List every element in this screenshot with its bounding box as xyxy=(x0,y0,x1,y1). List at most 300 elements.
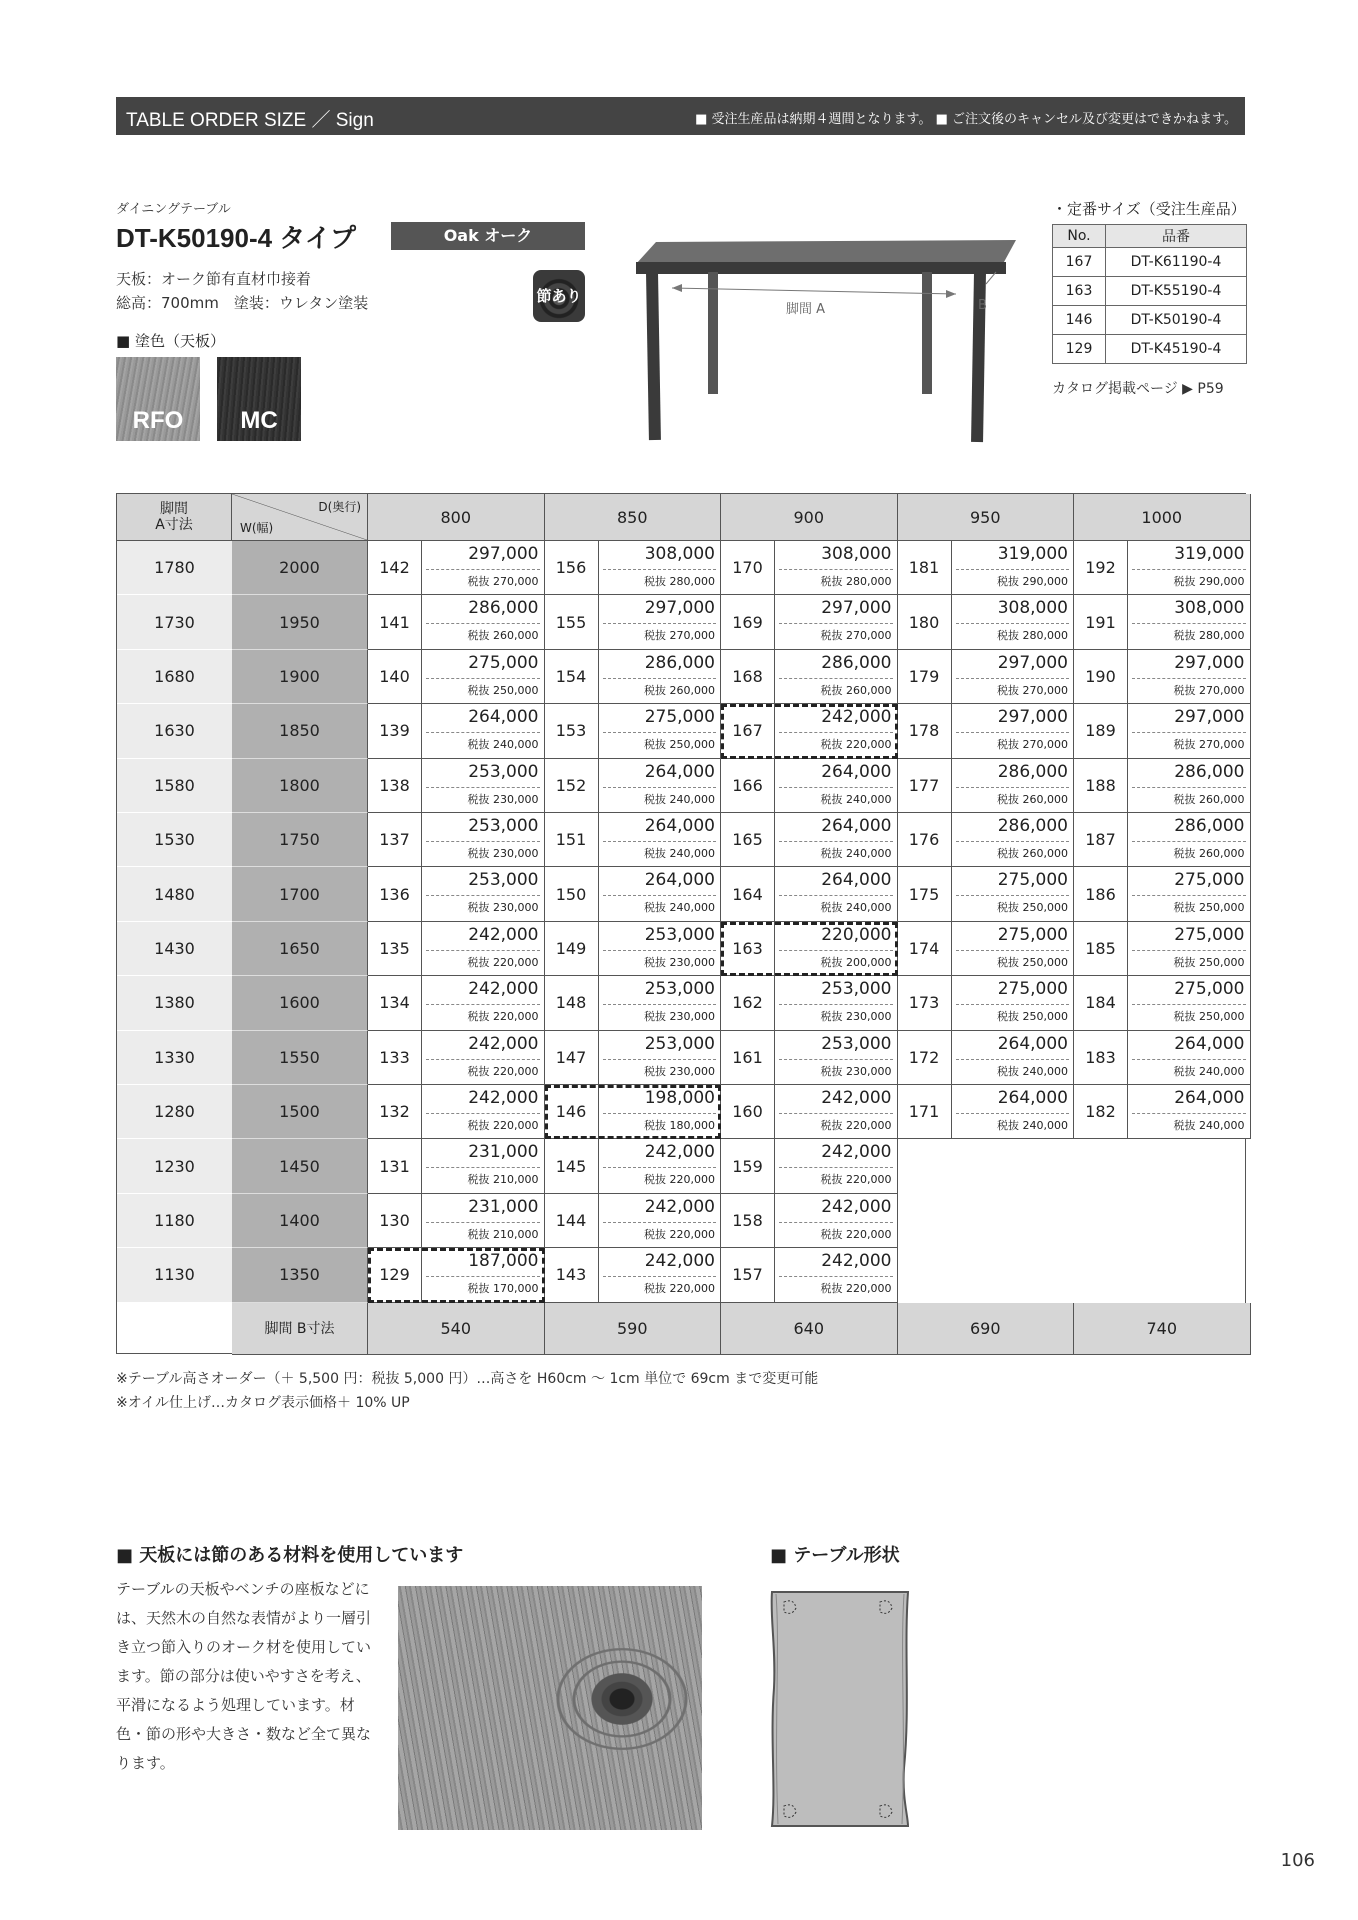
price-incl-tax: 308,000 xyxy=(644,544,715,564)
w-dimension-cell: 2000 xyxy=(232,541,368,595)
corner-d-label: D(奥行) xyxy=(318,500,361,514)
price-divider xyxy=(426,678,540,679)
item-number-cell: 135 xyxy=(368,922,422,976)
table-illustration xyxy=(630,232,1030,447)
price-incl-tax: 275,000 xyxy=(997,924,1068,945)
item-number-cell: 130 xyxy=(368,1194,422,1248)
item-number-cell: 168 xyxy=(721,650,775,704)
price-divider xyxy=(426,787,540,788)
a-dimension-cell: 1180 xyxy=(117,1194,232,1248)
a-dimension-cell: 1430 xyxy=(117,922,232,976)
item-number-cell: 185 xyxy=(1074,922,1128,976)
price-cell xyxy=(599,1031,722,1085)
price-incl-tax: 308,000 xyxy=(1174,598,1245,619)
a-dimension-cell: 1530 xyxy=(117,813,232,867)
price-cell xyxy=(599,813,722,867)
price-cell xyxy=(422,759,545,813)
w-dimension-cell: 1600 xyxy=(232,976,368,1030)
price-excl-tax: 税抜 210,000 xyxy=(467,1173,539,1187)
price-divider xyxy=(779,623,893,624)
price-excl-tax: 税抜 220,000 xyxy=(644,1227,715,1241)
price-divider xyxy=(1132,732,1246,733)
price-divider xyxy=(956,895,1070,896)
price-excl-tax: 税抜 280,000 xyxy=(820,575,892,588)
price-incl-tax: 264,000 xyxy=(644,816,715,836)
price-incl-tax: 242,000 xyxy=(468,924,539,945)
price-cell xyxy=(952,704,1075,758)
price-excl-tax: 税抜 250,000 xyxy=(1173,901,1245,915)
price-cell xyxy=(1128,704,1251,758)
w-dimension-cell: 1450 xyxy=(232,1139,368,1193)
price-cell xyxy=(775,922,898,976)
item-number-cell: 169 xyxy=(721,595,775,649)
a-dimension-cell: 1630 xyxy=(117,704,232,758)
item-number-cell: 180 xyxy=(898,595,952,649)
price-cell xyxy=(775,1139,898,1193)
price-cell xyxy=(775,704,898,758)
corner-a-label: 脚間 A寸法 xyxy=(117,494,232,541)
price-divider xyxy=(426,732,540,733)
item-number-cell: 141 xyxy=(368,595,422,649)
diagram-label-a: 脚間 A xyxy=(786,298,825,317)
price-divider xyxy=(779,950,893,951)
price-incl-tax: 286,000 xyxy=(997,816,1068,836)
corner-w-label: W(幅) xyxy=(240,521,274,535)
price-divider xyxy=(426,1113,540,1114)
price-incl-tax: 264,000 xyxy=(821,870,892,891)
item-number-cell: 155 xyxy=(545,595,599,649)
price-incl-tax: 264,000 xyxy=(644,870,715,891)
item-number-cell: 186 xyxy=(1074,867,1128,921)
depth-header-900: 900 xyxy=(721,494,898,541)
price-incl-tax: 286,000 xyxy=(821,652,892,673)
item-number-cell: 129 xyxy=(368,1248,422,1302)
price-excl-tax: 税抜 250,000 xyxy=(997,1010,1068,1024)
b-dimension-label: 脚間 B寸法 xyxy=(232,1303,368,1355)
price-incl-tax: 286,000 xyxy=(1174,761,1245,782)
price-excl-tax: 税抜 280,000 xyxy=(1173,629,1245,643)
b-dimension-value: 640 xyxy=(721,1303,898,1355)
item-number-cell: 140 xyxy=(368,650,422,704)
a-dimension-cell: 1380 xyxy=(117,976,232,1030)
price-cell xyxy=(775,867,898,921)
standard-heading: ・定番サイズ（受注生産品） xyxy=(1052,200,1246,218)
price-divider xyxy=(779,1276,893,1277)
price-divider xyxy=(603,1004,717,1005)
a-dimension-cell: 1780 xyxy=(117,541,232,595)
price-incl-tax: 297,000 xyxy=(821,598,892,619)
price-incl-tax: 286,000 xyxy=(468,598,539,619)
price-divider xyxy=(426,841,540,842)
price-excl-tax: 税抜 250,000 xyxy=(644,738,715,752)
footnote-height: ※テーブル高さオーダー（＋ 5,500 円：税抜 5,000 円）…高さを H60cm ～ 1cm 単位で 69cm まで変更可能 xyxy=(116,1371,819,1387)
price-excl-tax: 税抜 260,000 xyxy=(820,683,892,697)
price-divider xyxy=(603,623,717,624)
price-divider xyxy=(956,569,1070,570)
knot-section-text: テーブルの天板やベンチの座板などには、天然木の自然な表情がより一層引き立つ節入りのオーク材を使用しています。節の部分は使いやすさを考え、平滑になるよう処理しています。材色・節の形や大きさ・数など全て異なります。 xyxy=(116,1580,372,1772)
item-number-cell: 188 xyxy=(1074,759,1128,813)
price-cell xyxy=(952,541,1075,595)
price-excl-tax: 税抜 250,000 xyxy=(997,901,1068,915)
price-excl-tax: 税抜 220,000 xyxy=(820,1173,892,1187)
price-divider xyxy=(779,841,893,842)
item-number-cell: 182 xyxy=(1074,1085,1128,1139)
price-divider xyxy=(426,1222,540,1223)
table-shape-diagram xyxy=(768,1588,912,1830)
price-divider xyxy=(779,678,893,679)
price-divider xyxy=(956,623,1070,624)
price-incl-tax: 242,000 xyxy=(821,707,892,728)
price-divider xyxy=(956,950,1070,951)
price-excl-tax: 税抜 220,000 xyxy=(644,1282,715,1296)
b-dimension-value: 590 xyxy=(545,1303,722,1355)
a-dimension-cell: 1330 xyxy=(117,1031,232,1085)
product-model: DT-K50190-4 タイプ xyxy=(116,223,356,253)
price-excl-tax: 税抜 260,000 xyxy=(997,847,1068,860)
price-incl-tax: 253,000 xyxy=(468,816,539,836)
price-cell xyxy=(599,650,722,704)
item-number-cell: 164 xyxy=(721,867,775,921)
price-cell xyxy=(422,922,545,976)
price-cell xyxy=(599,595,722,649)
price-cell xyxy=(1128,1031,1251,1085)
std-col-no: No. xyxy=(1053,225,1106,248)
price-cell xyxy=(1128,759,1251,813)
price-divider xyxy=(1132,841,1246,842)
std-col-code: 品番 xyxy=(1106,225,1247,248)
color-swatch-mc: MC xyxy=(217,357,301,441)
price-excl-tax: 税抜 250,000 xyxy=(1173,1010,1245,1024)
price-incl-tax: 231,000 xyxy=(468,1142,539,1163)
price-cell xyxy=(775,595,898,649)
header-bar xyxy=(116,97,1245,135)
price-incl-tax: 275,000 xyxy=(1174,870,1245,891)
price-excl-tax: 税抜 210,000 xyxy=(467,1227,539,1241)
price-incl-tax: 187,000 xyxy=(468,1251,539,1272)
depth-header-1000: 1000 xyxy=(1074,494,1251,541)
price-cell xyxy=(599,867,722,921)
table-row: 163 DT-K55190-4 xyxy=(1053,277,1247,306)
price-incl-tax: 264,000 xyxy=(644,761,715,782)
price-excl-tax: 税抜 240,000 xyxy=(820,901,892,915)
w-dimension-cell: 1750 xyxy=(232,813,368,867)
item-number-cell: 136 xyxy=(368,867,422,921)
price-cell xyxy=(599,1248,722,1302)
standard-header-row xyxy=(1053,225,1247,248)
price-divider xyxy=(603,678,717,679)
price-incl-tax: 242,000 xyxy=(644,1142,715,1163)
diagram-label-b: B xyxy=(978,298,987,313)
item-number-cell: 163 xyxy=(721,922,775,976)
price-incl-tax: 242,000 xyxy=(821,1142,892,1163)
header-notes: ■ 受注生産品は納期４週間となります。 ■ ご注文後のキャンセル及び変更はできかねます。 xyxy=(695,112,1237,127)
item-number-cell: 184 xyxy=(1074,976,1128,1030)
price-divider xyxy=(426,1167,540,1168)
price-divider xyxy=(603,841,717,842)
price-excl-tax: 税抜 250,000 xyxy=(1173,955,1245,969)
price-incl-tax: 264,000 xyxy=(821,761,892,782)
color-swatch-rfo: RFO xyxy=(116,357,200,441)
w-dimension-cell: 1650 xyxy=(232,922,368,976)
a-dimension-cell: 1230 xyxy=(117,1139,232,1193)
price-cell xyxy=(422,1085,545,1139)
material-badge: Oak オーク xyxy=(391,222,585,250)
paint-heading: ■ 塗色（天板） xyxy=(116,332,225,350)
price-incl-tax: 275,000 xyxy=(644,707,715,728)
price-cell xyxy=(1128,976,1251,1030)
price-cell xyxy=(422,1139,545,1193)
item-number-cell: 159 xyxy=(721,1139,775,1193)
price-divider xyxy=(603,950,717,951)
price-divider xyxy=(603,732,717,733)
price-cell xyxy=(952,650,1075,704)
item-number-cell: 156 xyxy=(545,541,599,595)
price-incl-tax: 253,000 xyxy=(821,1033,892,1054)
a-dimension-cell: 1680 xyxy=(117,650,232,704)
knot-badge: 節あり xyxy=(533,270,585,322)
top-material: 天板：オーク節有直材巾接着 xyxy=(116,270,312,288)
price-incl-tax: 242,000 xyxy=(468,979,539,1000)
price-divider xyxy=(956,841,1070,842)
price-divider xyxy=(779,895,893,896)
price-incl-tax: 198,000 xyxy=(644,1088,715,1108)
price-divider xyxy=(426,1004,540,1005)
item-number-cell: 179 xyxy=(898,650,952,704)
price-cell xyxy=(599,541,722,595)
price-cell xyxy=(952,813,1075,867)
price-excl-tax: 税抜 260,000 xyxy=(644,683,715,697)
price-incl-tax: 297,000 xyxy=(997,652,1068,673)
price-divider xyxy=(1132,678,1246,679)
price-divider xyxy=(426,623,540,624)
item-number-cell: 143 xyxy=(545,1248,599,1302)
price-incl-tax: 264,000 xyxy=(468,707,539,728)
price-excl-tax: 税抜 240,000 xyxy=(1173,1064,1245,1078)
price-cell xyxy=(775,650,898,704)
item-number-cell: 190 xyxy=(1074,650,1128,704)
table-row: 167 DT-K61190-4 xyxy=(1053,248,1247,277)
item-number-cell: 134 xyxy=(368,976,422,1030)
w-dimension-cell: 1800 xyxy=(232,759,368,813)
price-divider xyxy=(779,569,893,570)
price-excl-tax: 税抜 240,000 xyxy=(820,847,892,860)
w-dimension-cell: 1500 xyxy=(232,1085,368,1139)
price-incl-tax: 253,000 xyxy=(644,979,715,1000)
price-cell xyxy=(422,704,545,758)
price-excl-tax: 税抜 260,000 xyxy=(997,792,1068,806)
price-excl-tax: 税抜 230,000 xyxy=(644,955,715,969)
price-divider xyxy=(956,1004,1070,1005)
price-cell xyxy=(952,976,1075,1030)
w-dimension-cell: 1900 xyxy=(232,650,368,704)
item-number-cell: 150 xyxy=(545,867,599,921)
price-divider xyxy=(426,1276,540,1277)
price-incl-tax: 242,000 xyxy=(821,1196,892,1217)
a-dimension-cell: 1730 xyxy=(117,595,232,649)
price-cell xyxy=(422,595,545,649)
price-cell xyxy=(775,976,898,1030)
price-excl-tax: 税抜 240,000 xyxy=(644,792,715,806)
price-incl-tax: 275,000 xyxy=(1174,979,1245,1000)
b-dimension-value: 540 xyxy=(368,1303,545,1355)
item-number-cell: 149 xyxy=(545,922,599,976)
price-incl-tax: 253,000 xyxy=(468,870,539,891)
price-incl-tax: 275,000 xyxy=(997,870,1068,891)
item-number-cell: 161 xyxy=(721,1031,775,1085)
item-number-cell: 187 xyxy=(1074,813,1128,867)
price-excl-tax: 税抜 230,000 xyxy=(820,1064,892,1078)
price-cell xyxy=(1128,867,1251,921)
price-excl-tax: 税抜 220,000 xyxy=(820,1227,892,1241)
depth-header-850: 850 xyxy=(545,494,722,541)
item-number-cell: 170 xyxy=(721,541,775,595)
price-excl-tax: 税抜 260,000 xyxy=(467,629,539,643)
price-divider xyxy=(426,1059,540,1060)
price-divider xyxy=(1132,569,1246,570)
standard-table xyxy=(1052,224,1247,364)
a-dimension-cell: 1280 xyxy=(117,1085,232,1139)
price-divider xyxy=(956,732,1070,733)
item-number-cell: 172 xyxy=(898,1031,952,1085)
price-excl-tax: 税抜 270,000 xyxy=(1173,683,1245,697)
price-excl-tax: 税抜 270,000 xyxy=(997,683,1068,697)
price-cell xyxy=(422,1194,545,1248)
price-excl-tax: 税抜 220,000 xyxy=(644,1173,715,1187)
price-divider xyxy=(956,1059,1070,1060)
price-cell xyxy=(952,595,1075,649)
item-number-cell: 158 xyxy=(721,1194,775,1248)
price-cell xyxy=(599,1139,722,1193)
item-number-cell: 147 xyxy=(545,1031,599,1085)
item-number-cell: 151 xyxy=(545,813,599,867)
price-divider xyxy=(603,1059,717,1060)
price-divider xyxy=(426,895,540,896)
price-excl-tax: 税抜 280,000 xyxy=(997,629,1068,643)
price-incl-tax: 242,000 xyxy=(821,1088,892,1108)
price-excl-tax: 税抜 280,000 xyxy=(644,575,715,588)
price-divider xyxy=(1132,623,1246,624)
price-cell xyxy=(775,541,898,595)
price-excl-tax: 税抜 230,000 xyxy=(644,1064,715,1078)
item-number-cell: 166 xyxy=(721,759,775,813)
product-spec: 総高：700mm 塗装：ウレタン塗装 xyxy=(116,294,369,312)
item-number-cell: 171 xyxy=(898,1085,952,1139)
price-cell xyxy=(599,976,722,1030)
price-cell xyxy=(952,1031,1075,1085)
item-number-cell: 144 xyxy=(545,1194,599,1248)
price-divider xyxy=(956,678,1070,679)
shape-section-heading: ■ テーブル形状 xyxy=(770,1545,900,1566)
price-incl-tax: 253,000 xyxy=(468,761,539,782)
item-number-cell: 154 xyxy=(545,650,599,704)
price-table xyxy=(116,493,1246,1354)
item-number-cell: 176 xyxy=(898,813,952,867)
price-incl-tax: 242,000 xyxy=(468,1088,539,1108)
item-number-cell: 191 xyxy=(1074,595,1128,649)
price-excl-tax: 税抜 270,000 xyxy=(1173,738,1245,752)
price-excl-tax: 税抜 230,000 xyxy=(467,901,539,915)
price-excl-tax: 税抜 290,000 xyxy=(997,575,1068,588)
price-cell xyxy=(1128,650,1251,704)
item-number-cell: 177 xyxy=(898,759,952,813)
price-excl-tax: 税抜 230,000 xyxy=(467,792,539,806)
price-excl-tax: 税抜 220,000 xyxy=(820,738,892,752)
price-divider xyxy=(779,1167,893,1168)
corner-dw-label xyxy=(232,494,368,541)
item-number-cell: 174 xyxy=(898,922,952,976)
w-dimension-cell: 1700 xyxy=(232,867,368,921)
table-row: 129 DT-K45190-4 xyxy=(1053,335,1247,364)
price-excl-tax: 税抜 230,000 xyxy=(467,847,539,860)
price-excl-tax: 税抜 270,000 xyxy=(644,629,715,643)
price-excl-tax: 税抜 240,000 xyxy=(997,1119,1068,1132)
price-divider xyxy=(1132,1004,1246,1005)
price-cell xyxy=(599,704,722,758)
price-divider xyxy=(603,1222,717,1223)
price-incl-tax: 253,000 xyxy=(644,924,715,945)
item-number-cell: 178 xyxy=(898,704,952,758)
price-excl-tax: 税抜 270,000 xyxy=(820,629,892,643)
oak-knot-photo xyxy=(398,1586,702,1830)
item-number-cell: 138 xyxy=(368,759,422,813)
w-dimension-cell: 1350 xyxy=(232,1248,368,1302)
price-incl-tax: 264,000 xyxy=(997,1033,1068,1054)
price-divider xyxy=(1132,895,1246,896)
item-number-cell: 145 xyxy=(545,1139,599,1193)
b-dimension-value: 690 xyxy=(898,1303,1075,1355)
price-divider xyxy=(603,1167,717,1168)
item-number-cell: 167 xyxy=(721,704,775,758)
item-number-cell: 152 xyxy=(545,759,599,813)
a-dimension-cell: 1580 xyxy=(117,759,232,813)
price-excl-tax: 税抜 260,000 xyxy=(1173,847,1245,860)
price-cell xyxy=(599,759,722,813)
price-cell xyxy=(1128,813,1251,867)
price-divider xyxy=(779,1113,893,1114)
price-divider xyxy=(1132,1059,1246,1060)
price-incl-tax: 264,000 xyxy=(1174,1033,1245,1054)
price-cell xyxy=(422,867,545,921)
price-excl-tax: 税抜 240,000 xyxy=(997,1064,1068,1078)
depth-header-950: 950 xyxy=(898,494,1075,541)
price-excl-tax: 税抜 270,000 xyxy=(467,575,539,588)
price-cell xyxy=(952,867,1075,921)
price-excl-tax: 税抜 250,000 xyxy=(997,955,1068,969)
item-number-cell: 142 xyxy=(368,541,422,595)
price-excl-tax: 税抜 240,000 xyxy=(1173,1119,1245,1132)
price-cell xyxy=(1128,595,1251,649)
item-number-cell: 192 xyxy=(1074,541,1128,595)
price-incl-tax: 253,000 xyxy=(644,1033,715,1054)
price-divider xyxy=(603,1276,717,1277)
item-number-cell: 183 xyxy=(1074,1031,1128,1085)
item-number-cell: 137 xyxy=(368,813,422,867)
item-number-cell: 139 xyxy=(368,704,422,758)
price-cell xyxy=(599,1085,722,1139)
price-cell xyxy=(422,1031,545,1085)
item-number-cell: 189 xyxy=(1074,704,1128,758)
price-incl-tax: 286,000 xyxy=(997,761,1068,782)
price-divider xyxy=(603,569,717,570)
price-cell xyxy=(952,1085,1075,1139)
price-cell xyxy=(599,922,722,976)
price-cell xyxy=(422,1248,545,1302)
page-number: 106 xyxy=(1280,1850,1315,1871)
price-cell xyxy=(775,1085,898,1139)
b-dimension-value: 740 xyxy=(1074,1303,1251,1355)
price-excl-tax: 税抜 260,000 xyxy=(1173,792,1245,806)
w-dimension-cell: 1550 xyxy=(232,1031,368,1085)
